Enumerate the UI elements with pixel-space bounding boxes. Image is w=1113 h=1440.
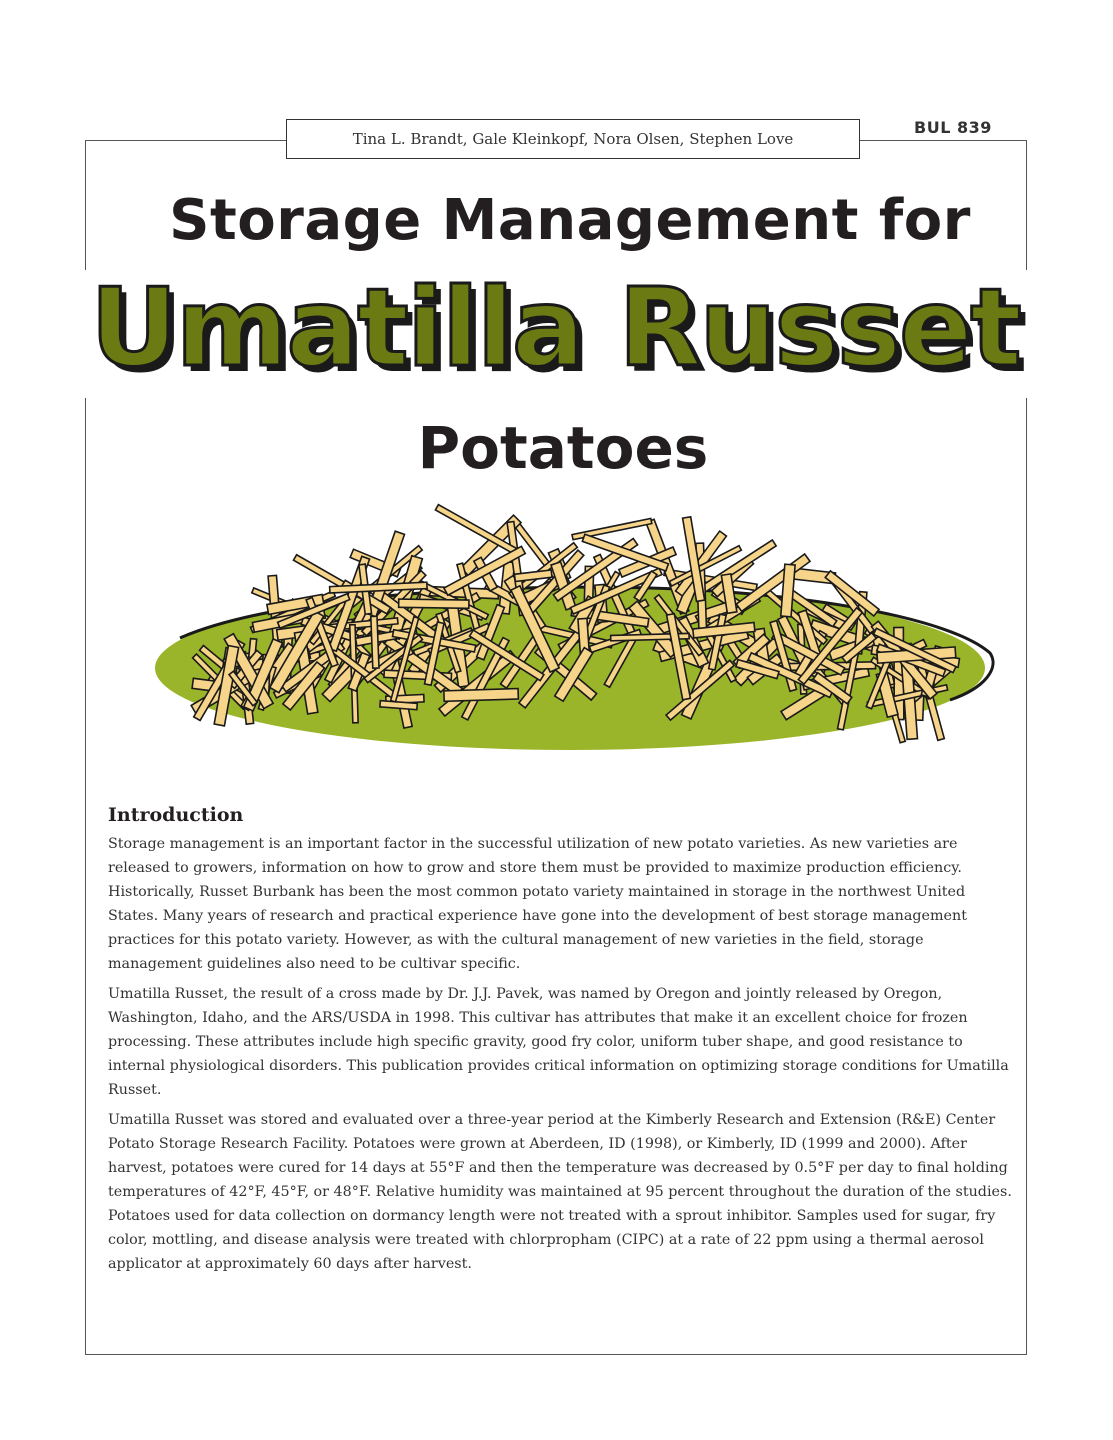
intro-body — [108, 832, 1013, 1282]
intro-paragraph-3: Umatilla Russet was stored and evaluated over a three-year period at the Kimberly Research and Extension (R&E) Center Potato Storage Research Facility. Potatoes were grown at Aberdeen, ID (1998), or Kimberly, ID (1999 and 2000). After harvest, potatoes were cured for 14 days at 55°F and then the temperature was decreased by 0.5°F per day to final holding temperatures of 42°F, 45°F, or 48°F. Relative humidity was maintained at 95 percent throughout the duration of the studies. Potatoes used for data collection on dormancy length were not treated with a sprout inhibitor. Samples used for sugar, fry color, mottling, and disease analysis were treated with chlorpropham (CIPC) at a rate of 22 ppm using a thermal aerosol applicator at approximately 60 days after harvest. — [108, 1112, 1012, 1272]
bulletin-number: BUL 839 — [914, 118, 992, 137]
intro-paragraph-1: Storage management is an important factor in the successful utilization of new potato varieties. As new varieties are released to growers, information on how to grow and store them must be provided to maximize production efficiency. Historically, Russet Burbank has been the most common potato variety maintained in storage in the northwest United States. Many years of research and practical experience have gone into the development of best storage management practices for this potato variety. However, as with the cultural management of new varieties in the field, storage management guidelines also need to be cultivar specific. — [108, 836, 967, 972]
intro-heading: Introduction — [108, 804, 244, 826]
title-line-3: Potatoes — [417, 414, 709, 482]
intro-paragraph-2: Umatilla Russet, the result of a cross made by Dr. J.J. Pavek, was named by Oregon and jointly released by Oregon, Washington, Idaho, and the ARS/USDA in 1998. This cultivar has attributes that make it an excellent choice for frozen processing. These attributes include high specific gravity, good fry color, uniform tuber shape, and good resistance to internal physiological disorders. This publication provides critical information on optimizing storage conditions for Umatilla Russet. — [108, 986, 1009, 1098]
fry-strand — [399, 599, 469, 608]
fry-strand — [444, 689, 518, 702]
authors: Tina L. Brandt, Gale Kleinkopf, Nora Olsen, Stephen Love — [352, 130, 794, 148]
authors-box — [286, 119, 860, 159]
fry-strand — [371, 616, 379, 668]
hash-browns-illustration — [150, 488, 1000, 778]
title-line-1: Storage Management for — [169, 188, 971, 253]
title-line-2: Umatilla Russet — [90, 266, 1020, 391]
